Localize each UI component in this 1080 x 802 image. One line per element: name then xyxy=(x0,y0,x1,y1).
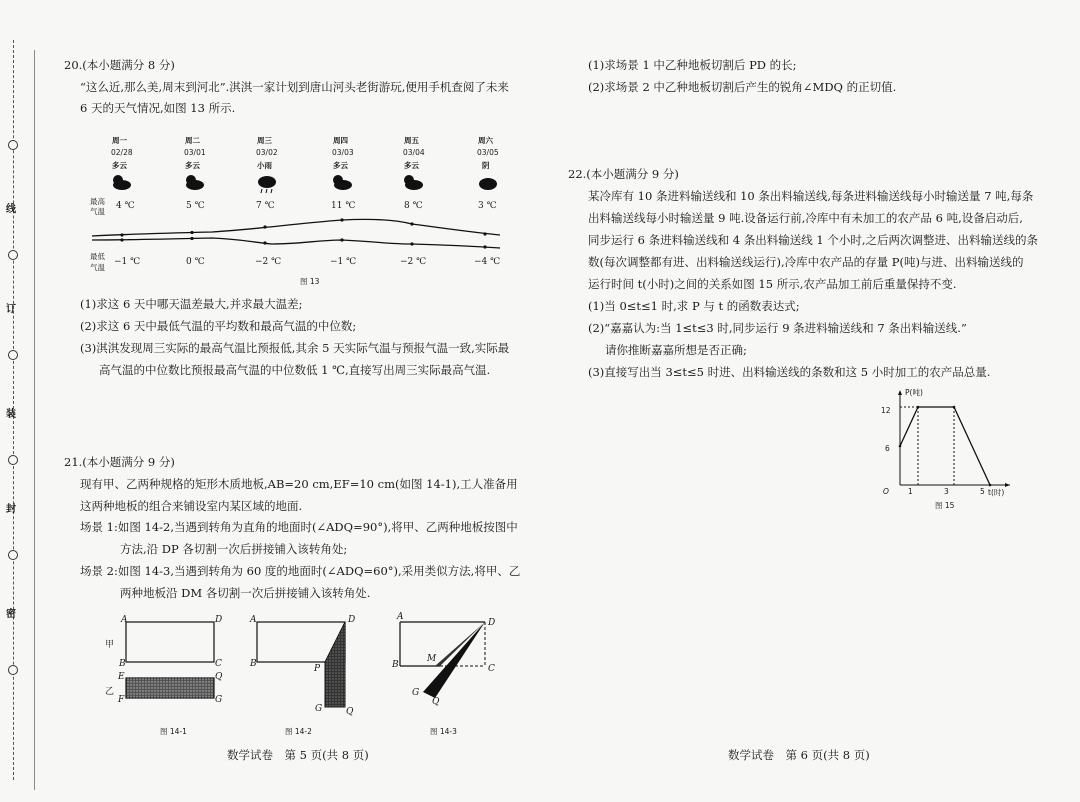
point-label: G xyxy=(215,695,223,705)
question-text: 现有甲、乙两种规格的矩形木质地板,AB=20 cm,EF=10 cm(如图 14-1),工人准备用 xyxy=(80,477,518,491)
question-title: 20.(本小题满分 8 分) xyxy=(64,58,175,72)
subquestion: 高气温的中位数比预报最高气温的中位数低 1 ℃,直接写出周三实际最高气温. xyxy=(99,363,491,377)
partly-cloudy-icon xyxy=(333,175,352,190)
day-name: 周六 xyxy=(478,136,493,145)
day-weather: 多云 xyxy=(333,161,348,170)
low-temp-label: 气温 xyxy=(90,263,105,272)
day-date: 03/01 xyxy=(184,148,206,157)
partly-cloudy-icon xyxy=(186,175,204,190)
weather-icons xyxy=(100,172,520,194)
question-text: 同步运行 6 条进料输送线和 4 条出料输送线 1 个小时,之后两次调整进、出料输送线的条 xyxy=(588,233,1039,247)
point-label: M xyxy=(427,654,437,664)
subquestion: (1)求这 6 天中哪天温差最大,并求最大温差; xyxy=(80,297,303,311)
day-date: 02/28 xyxy=(111,148,133,157)
low-temp: −2 ℃ xyxy=(400,257,427,267)
day-name: 周五 xyxy=(404,136,419,145)
figure-caption: 图 13 xyxy=(300,277,320,286)
origin-label: O xyxy=(883,487,889,496)
point-label: B xyxy=(250,659,257,669)
point-label: A xyxy=(250,615,257,625)
day-name: 周四 xyxy=(333,136,348,145)
point-label: P xyxy=(314,664,321,674)
day-date: 03/03 xyxy=(332,148,354,157)
subquestion: (2)“嘉嘉认为:当 1≤t≤3 时,同步运行 9 条进料输送线和 7 条出料输送线.” xyxy=(588,321,967,335)
binding-hole-icon xyxy=(8,250,18,260)
y-axis-label: P(吨) xyxy=(905,388,923,397)
binding-hole-icon xyxy=(8,350,18,360)
point-label: D xyxy=(488,618,496,628)
point-label: Q xyxy=(432,697,440,707)
day-name: 周三 xyxy=(257,136,272,145)
subquestion: (1)当 0≤t≤1 时,求 P 与 t 的函数表达式; xyxy=(588,299,800,313)
low-temp-curve xyxy=(92,238,500,248)
x-tick-label: 3 xyxy=(944,487,949,496)
low-temp-label: 最低 xyxy=(90,252,105,261)
question-text: “这么近,那么美,周末到河北”.淇淇一家计划到唐山河头老街游玩,便用手机查阅了未来 xyxy=(80,80,509,94)
question-text: 运行时间 t(小时)之间的关系如图 15 所示,农产品加工前后重量保持不变. xyxy=(588,277,957,291)
point-label: D xyxy=(215,615,223,625)
low-temp: 0 ℃ xyxy=(186,257,205,267)
day-weather: 小雨 xyxy=(257,161,272,170)
x-tick-label: 5 xyxy=(980,487,985,496)
figure-caption: 图 14-1 xyxy=(160,727,187,736)
x-tick-label: 1 xyxy=(908,487,913,496)
high-temp-label: 最高 xyxy=(90,197,105,206)
day-weather: 多云 xyxy=(404,161,419,170)
point-label: D xyxy=(348,615,356,625)
subquestion: (3)淇淇发现周三实际的最高气温比预报低,其余 5 天实际气温与预报气温一致,实际最 xyxy=(80,341,510,355)
y-tick-label: 6 xyxy=(885,444,890,453)
margin-label: 订 xyxy=(6,304,16,315)
question-text: 数(每次调整都有进、出料输送线运行),冷库中农产品的存量 P(吨)与进、出料输送线的 xyxy=(588,255,1024,269)
day-date: 03/04 xyxy=(403,148,425,157)
day-name: 周二 xyxy=(185,136,200,145)
point-label: Q xyxy=(215,672,223,682)
point-label: B xyxy=(392,660,399,670)
day-name: 周一 xyxy=(112,136,127,145)
partly-cloudy-icon xyxy=(404,175,423,190)
high-temp: 3 ℃ xyxy=(478,201,497,211)
high-temp: 4 ℃ xyxy=(116,201,135,211)
question-text: 出料输送线每小时输送量 9 吨.设备运行前,冷库中有未加工的农产品 6 吨,设备启动后, xyxy=(588,211,1023,225)
subquestion: (2)求场景 2 中乙种地板切割后产生的锐角∠MDQ 的正切值. xyxy=(588,80,897,94)
question-text: 这两种地板的组合来铺设室内某区域的地面. xyxy=(80,499,303,513)
point-label: B xyxy=(119,659,126,669)
subquestion: (2)求这 6 天中最低气温的平均数和最高气温的中位数; xyxy=(80,319,357,333)
point-label: E xyxy=(118,672,125,682)
partly-cloudy-icon xyxy=(113,175,131,190)
point-label: A xyxy=(121,615,128,625)
figure-14-3 xyxy=(385,610,500,710)
point-label: A xyxy=(397,612,404,622)
day-weather: 阴 xyxy=(482,161,490,170)
high-temp: 8 ℃ xyxy=(404,201,423,211)
point-label: C xyxy=(488,664,495,674)
figure-caption: 图 14-3 xyxy=(430,727,457,736)
footer-page-left: 数学试卷 第 5 页(共 8 页) xyxy=(227,748,369,762)
binding-solid-line xyxy=(34,50,35,790)
low-temp: −1 ℃ xyxy=(330,257,357,267)
question-text: 某冷库有 10 条进料输送线和 10 条出料输送线,每条进料输送线每小时输送量 7 吨,每条 xyxy=(588,189,1034,203)
point-label: Q xyxy=(346,707,354,717)
point-label: F xyxy=(118,695,125,705)
rain-cloud-icon xyxy=(258,176,276,193)
overcast-icon xyxy=(479,178,497,190)
subquestion: 请你推断嘉嘉所想是否正确; xyxy=(605,343,747,357)
day-weather: 多云 xyxy=(112,161,127,170)
low-temp: −4 ℃ xyxy=(474,257,501,267)
y-tick-label: 12 xyxy=(881,406,891,415)
subquestion: (3)直接写出当 3≤t≤5 时进、出料输送线的条数和这 5 小时加工的农产品总量. xyxy=(588,365,991,379)
low-temp: −1 ℃ xyxy=(114,257,141,267)
binding-hole-icon xyxy=(8,455,18,465)
question-title: 22.(本小题满分 9 分) xyxy=(568,167,679,181)
footer-page-right: 数学试卷 第 6 页(共 8 页) xyxy=(728,748,870,762)
day-date: 03/02 xyxy=(256,148,278,157)
figure-caption: 图 15 xyxy=(935,501,955,510)
question-text: 6 天的天气情况,如图 13 所示. xyxy=(80,101,236,115)
board-label: 乙 xyxy=(105,687,115,697)
margin-label: 装 xyxy=(6,409,16,420)
temperature-curves xyxy=(90,212,510,262)
subquestion: (1)求场景 1 中乙种地板切割后 PD 的长; xyxy=(588,58,797,72)
point-label: G xyxy=(315,704,323,714)
question-title: 21.(本小题满分 9 分) xyxy=(64,455,175,469)
question-text: 两种地板沿 DM 各切割一次后拼接铺入该转角处. xyxy=(120,586,371,600)
point-label: C xyxy=(215,659,222,669)
question-text: 方法,沿 DP 各切割一次后拼接铺入该转角处; xyxy=(120,542,348,556)
high-temp-curve xyxy=(92,219,500,236)
figure-caption: 图 14-2 xyxy=(285,727,312,736)
x-axis-label: t(时) xyxy=(988,488,1005,497)
question-text: 场景 2:如图 14-3,当遇到转角为 60 度的地面时(∠ADQ=60°),采用类似方法,将甲、乙 xyxy=(80,564,521,578)
low-temp: −2 ℃ xyxy=(255,257,282,267)
binding-hole-icon xyxy=(8,665,18,675)
board-label: 甲 xyxy=(105,640,115,650)
series-line xyxy=(900,407,990,485)
margin-label: 密 xyxy=(6,609,16,620)
binding-hole-icon xyxy=(8,140,18,150)
margin-label: 线 xyxy=(6,204,16,215)
high-temp: 5 ℃ xyxy=(186,201,205,211)
high-temp: 11 ℃ xyxy=(331,201,356,211)
day-weather: 多云 xyxy=(185,161,200,170)
binding-hole-icon xyxy=(8,550,18,560)
day-date: 03/05 xyxy=(477,148,499,157)
margin-label: 封 xyxy=(6,504,16,515)
high-temp-label: 气温 xyxy=(90,207,105,216)
figure-14-2 xyxy=(245,612,360,717)
high-temp: 7 ℃ xyxy=(256,201,275,211)
point-label: G xyxy=(412,688,420,698)
question-text: 场景 1:如图 14-2,当遇到转角为直角的地面时(∠ADQ=90°),将甲、乙两种地板按图中 xyxy=(80,520,518,534)
